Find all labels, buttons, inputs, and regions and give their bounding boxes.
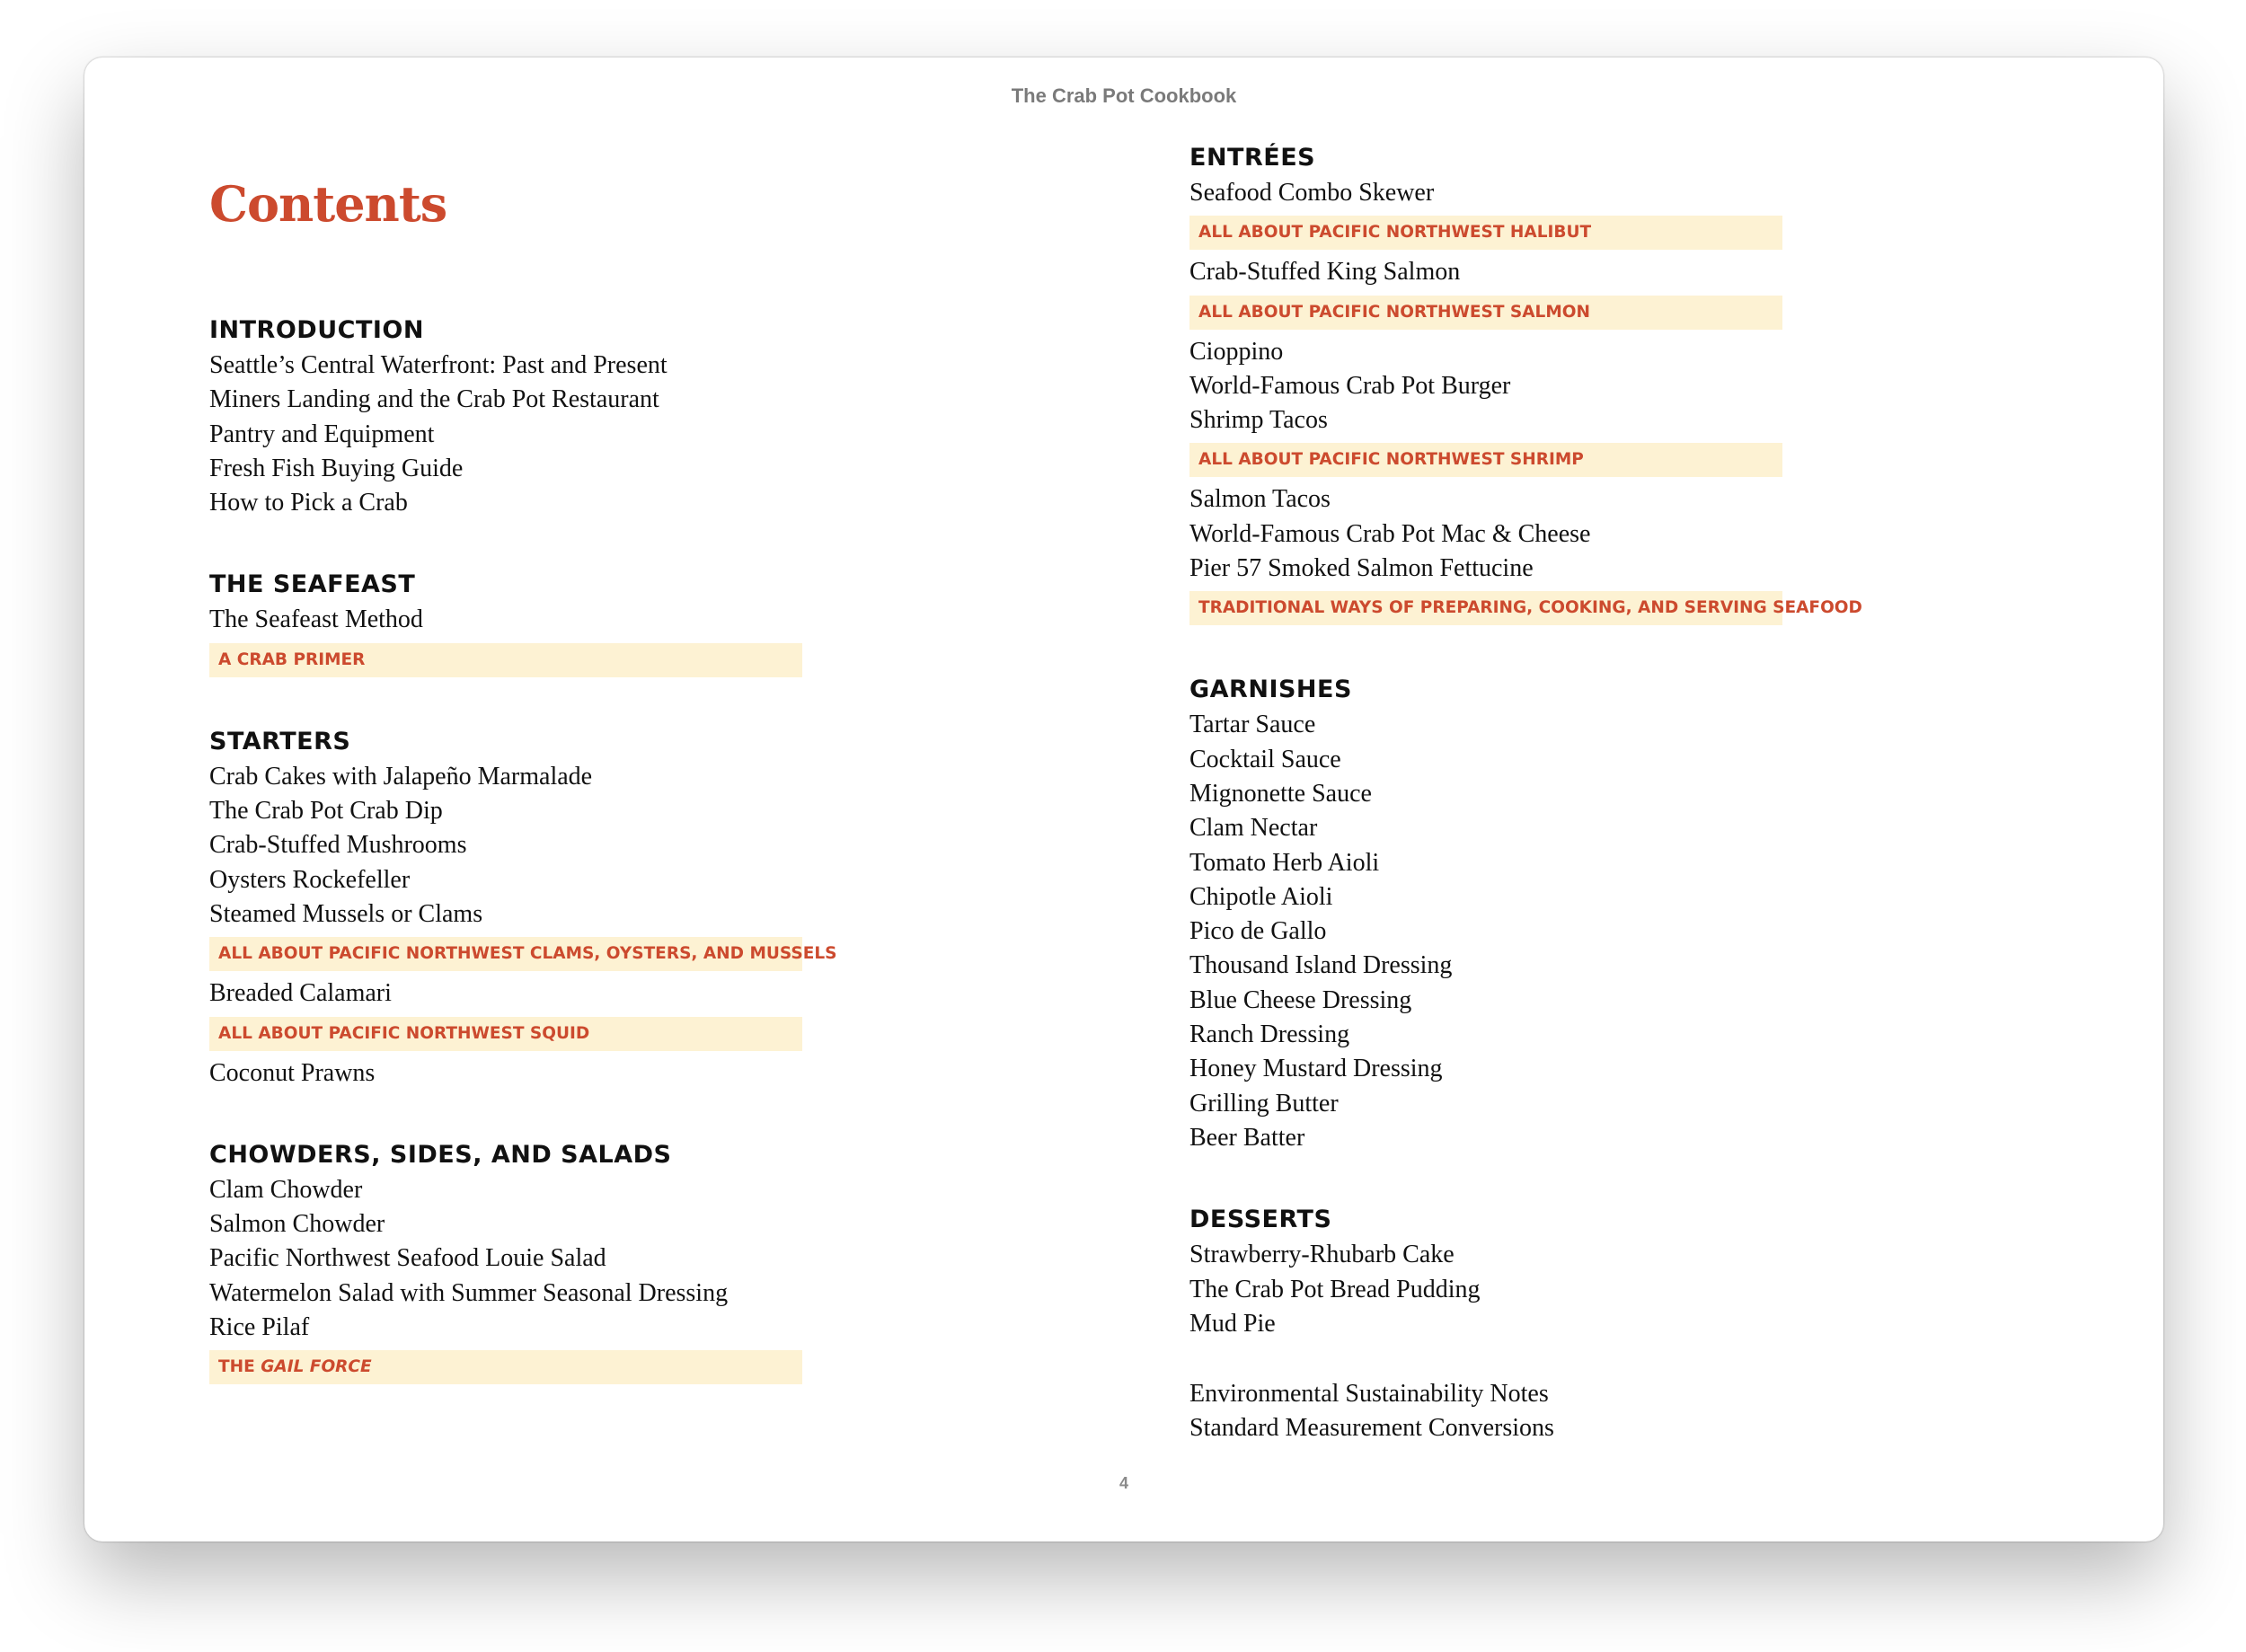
toc-entry-link[interactable]: Watermelon Salad with Summer Seasonal Dressing bbox=[209, 1278, 729, 1307]
toc-entry-link[interactable]: Shrimp Tacos bbox=[1189, 406, 1328, 435]
toc-entry-link[interactable]: Tomato Herb Aioli bbox=[1189, 848, 1380, 877]
sidebar-feature-link[interactable] bbox=[1189, 591, 1862, 625]
toc-entry-link[interactable]: Mignonette Sauce bbox=[1189, 779, 1372, 808]
section-entrees bbox=[1189, 140, 1862, 625]
sidebar-feature-link[interactable] bbox=[209, 1017, 802, 1051]
section-the-seafeast bbox=[209, 567, 802, 676]
toc-entry-link[interactable]: Beer Batter bbox=[1189, 1123, 1305, 1152]
sidebar-feature-link[interactable] bbox=[1189, 443, 1782, 477]
section-title[interactable]: DESSERTS bbox=[1189, 1206, 1332, 1234]
toc-entry-link[interactable]: World-Famous Crab Pot Mac & Cheese bbox=[1189, 519, 1591, 548]
toc-entry-link[interactable]: Fresh Fish Buying Guide bbox=[209, 454, 464, 482]
section-title[interactable]: STARTERS bbox=[209, 727, 351, 755]
toc-entry-link[interactable]: Crab Cakes with Jalapeño Marmalade bbox=[209, 762, 593, 791]
sidebar-feature-link[interactable] bbox=[209, 643, 802, 677]
toc-entry-link[interactable]: Blue Cheese Dressing bbox=[1189, 985, 1412, 1014]
back-matter bbox=[1189, 1377, 1782, 1446]
back-matter-link[interactable]: Environmental Sustainability Notes bbox=[1189, 1380, 1549, 1409]
toc-entry-link[interactable]: Oysters Rockefeller bbox=[209, 865, 411, 894]
toc-entry-link[interactable]: Clam Chowder bbox=[209, 1175, 363, 1204]
toc-entry-link[interactable]: Rice Pilaf bbox=[209, 1313, 310, 1342]
section-title[interactable]: ENTRÉES bbox=[1189, 144, 1316, 172]
book-window bbox=[84, 57, 2163, 1542]
toc-entry-link[interactable]: Mud Pie bbox=[1189, 1309, 1276, 1338]
sidebar-feature-label: TRADITIONAL WAYS OF PREPARING, COOKING, AND SERVING SEAFOOD bbox=[1198, 598, 1862, 618]
toc-entry-link[interactable]: Cocktail Sauce bbox=[1189, 745, 1341, 773]
toc-entry-link[interactable]: Pico de Gallo bbox=[1189, 917, 1327, 946]
contents-left-page bbox=[209, 171, 837, 1431]
toc-entry-link[interactable]: Pier 57 Smoked Salmon Fettucine bbox=[1189, 554, 1534, 583]
book-title: The Crab Pot Cookbook bbox=[1011, 84, 1237, 107]
section-desserts bbox=[1189, 1202, 1782, 1341]
toc-entry-link[interactable]: Strawberry-Rhubarb Cake bbox=[1189, 1241, 1455, 1269]
sidebar-feature-emphasis: GAIL FORCE bbox=[261, 1357, 372, 1377]
toc-entry-link[interactable]: Crab-Stuffed Mushrooms bbox=[209, 831, 467, 860]
section-title[interactable]: THE SEAFEAST bbox=[209, 570, 416, 599]
toc-entry-link[interactable]: Pantry and Equipment bbox=[209, 420, 435, 448]
sidebar-feature-label: ALL ABOUT PACIFIC NORTHWEST HALIBUT bbox=[1198, 223, 1592, 243]
toc-entry-link[interactable]: Thousand Island Dressing bbox=[1189, 951, 1453, 980]
sidebar-feature-link[interactable] bbox=[1189, 216, 1782, 250]
toc-entry-link[interactable]: Grilling Butter bbox=[1189, 1089, 1339, 1118]
toc-entry-link[interactable]: Salmon Tacos bbox=[1189, 485, 1331, 514]
section-title[interactable]: INTRODUCTION bbox=[209, 316, 424, 344]
toc-entry-link[interactable]: Coconut Prawns bbox=[209, 1058, 376, 1087]
toc-entry-link[interactable]: Pacific Northwest Seafood Louie Salad bbox=[209, 1244, 606, 1273]
toc-entry-link[interactable]: Breaded Calamari bbox=[209, 979, 392, 1008]
sidebar-feature-label: THE bbox=[218, 1357, 261, 1377]
sidebar-feature-label: A CRAB PRIMER bbox=[218, 649, 366, 669]
section-chowders-sides-and-salads bbox=[209, 1137, 802, 1384]
toc-entry-link[interactable]: Tartar Sauce bbox=[1189, 711, 1316, 739]
right-sections bbox=[1189, 140, 1862, 1341]
toc-entry-link[interactable]: Clam Nectar bbox=[1189, 814, 1318, 843]
toc-entry-link[interactable]: Miners Landing and the Crab Pot Restaurant bbox=[209, 385, 659, 414]
section-starters bbox=[209, 724, 837, 1091]
toc-entry-link[interactable]: World-Famous Crab Pot Burger bbox=[1189, 371, 1511, 400]
sidebar-feature-link[interactable] bbox=[209, 937, 837, 971]
section-title[interactable]: GARNISHES bbox=[1189, 676, 1352, 704]
toc-entry-link[interactable]: Chipotle Aioli bbox=[1189, 882, 1333, 911]
toc-entry-link[interactable]: The Crab Pot Crab Dip bbox=[209, 797, 443, 826]
sidebar-feature-label: ALL ABOUT PACIFIC NORTHWEST CLAMS, OYSTERS, AND MUSSELS bbox=[218, 944, 837, 964]
contents-right-page bbox=[1189, 140, 1862, 1446]
toc-entry-link[interactable]: Salmon Chowder bbox=[209, 1210, 385, 1239]
toc-entry-link[interactable]: How to Pick a Crab bbox=[209, 489, 408, 517]
sidebar-feature-link[interactable] bbox=[209, 1350, 802, 1384]
toc-entry-link[interactable]: Ranch Dressing bbox=[1189, 1020, 1350, 1049]
toc-entry-link[interactable]: Cioppino bbox=[1189, 337, 1284, 366]
section-introduction bbox=[209, 313, 802, 520]
toc-entry-link[interactable]: The Seafeast Method bbox=[209, 605, 423, 634]
left-sections bbox=[209, 313, 837, 1384]
sidebar-feature-link[interactable] bbox=[1189, 296, 1782, 330]
toc-entry-link[interactable]: Crab-Stuffed King Salmon bbox=[1189, 258, 1461, 287]
toc-entry-link[interactable]: The Crab Pot Bread Pudding bbox=[1189, 1275, 1481, 1303]
sidebar-feature-label: ALL ABOUT PACIFIC NORTHWEST SHRIMP bbox=[1198, 450, 1584, 470]
sidebar-feature-label: ALL ABOUT PACIFIC NORTHWEST SQUID bbox=[218, 1023, 590, 1043]
contents-heading: Contents bbox=[209, 175, 447, 233]
toc-entry-link[interactable]: Seattle’s Central Waterfront: Past and Present bbox=[209, 351, 668, 379]
sidebar-feature-label: ALL ABOUT PACIFIC NORTHWEST SALMON bbox=[1198, 302, 1590, 322]
section-title[interactable]: CHOWDERS, SIDES, AND SALADS bbox=[209, 1140, 672, 1169]
toc-entry-link[interactable]: Steamed Mussels or Clams bbox=[209, 899, 483, 928]
toc-entry-link[interactable]: Honey Mustard Dressing bbox=[1189, 1055, 1443, 1083]
section-garnishes bbox=[1189, 672, 1782, 1155]
page-number: 4 bbox=[1119, 1474, 1128, 1492]
back-matter-link[interactable]: Standard Measurement Conversions bbox=[1189, 1414, 1554, 1443]
toc-entry-link[interactable]: Seafood Combo Skewer bbox=[1189, 179, 1435, 207]
